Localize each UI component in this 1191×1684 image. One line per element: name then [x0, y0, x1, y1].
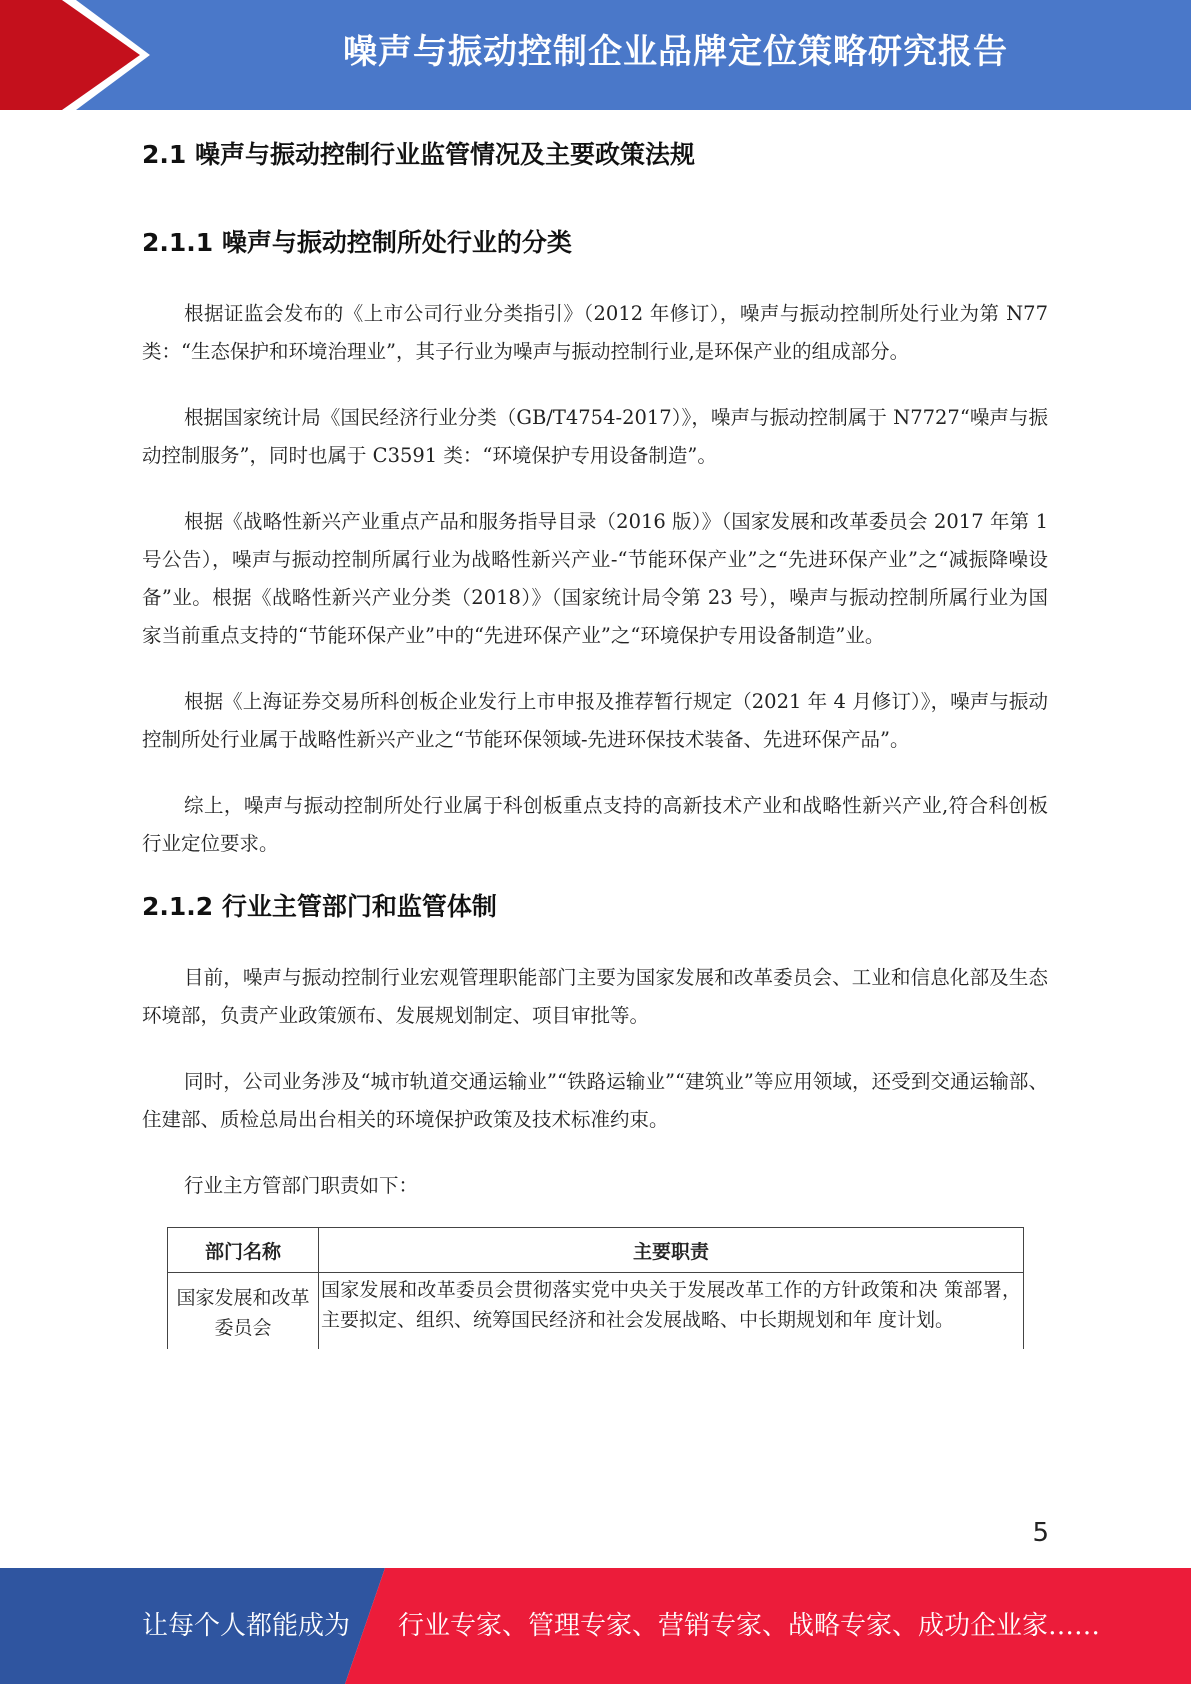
duty-description-cell: 国家发展和改革委员会贯彻落实党中央关于发展改革工作的方针政策和决 策部署，主要拟定、组织、统筹国民经济和社会发展战略、中长期规划和年 度计划。 — [319, 1273, 1024, 1350]
paragraph: 目前，噪声与振动控制行业宏观管理职能部门主要为国家发展和改革委员会、工业和信息化部及生态环境部，负责产业政策颁布、发展规划制定、项目审批等。 — [142, 966, 1048, 1027]
paragraph: 根据证监会发布的《上市公司行业分类指引》（2012 年修订），噪声与振动控制所处行业为第 N77 类：“生态保护和环境治理业”，其子行业为噪声与振动控制行业,是环保产业的组成部分。 — [142, 302, 1048, 363]
department-name-cell: 国家发展和改革委员会 — [168, 1273, 319, 1350]
page-number: 5 — [1032, 1518, 1049, 1548]
paragraph: 根据国家统计局《国民经济行业分类（GB/T4754-2017）》，噪声与振动控制属于 N7727“噪声与振动控制服务”，同时也属于 C3591 类：“环境保护专用设备制造”。 — [142, 406, 1048, 467]
paragraph: 根据《上海证券交易所科创板企业发行上市申报及推荐暂行规定（2021 年 4 月修订）》，噪声与振动控制所处行业属于战略性新兴产业之“节能环保领域-先进环保技术装备、先进环保产品”。 — [142, 690, 1048, 751]
section-2-1-2-heading: 2.1.2 行业主管部门和监管体制 — [142, 892, 497, 921]
column-header-duty: 主要职责 — [319, 1228, 1024, 1273]
header-banner — [0, 0, 1191, 110]
section-2-1-heading: 2.1 噪声与振动控制行业监管情况及主要政策法规 — [142, 140, 695, 169]
column-header-department: 部门名称 — [168, 1228, 319, 1273]
report-title: 噪声与振动控制企业品牌定位策略研究报告 — [343, 32, 1008, 72]
page-content — [142, 125, 1048, 1349]
department-duty-table — [167, 1227, 1024, 1349]
footer-slogan-left: 让每个人都能成为 — [142, 1611, 351, 1641]
paragraph: 综上，噪声与振动控制所处行业属于科创板重点支持的高新技术产业和战略性新兴产业,符合科创板行业定位要求。 — [142, 794, 1048, 855]
footer-slogan-right: 行业专家、管理专家、营销专家、战略专家、成功企业家…… — [398, 1611, 1101, 1641]
paragraph: 根据《战略性新兴产业重点产品和服务指导目录（2016 版）》（国家发展和改革委员会 2017 年第 1 号公告），噪声与振动控制所属行业为战略性新兴产业-“节能环保产业”之“先进环保产业”之“减振降噪设备”业。根据《战略性新兴产业分类（2018）》（国家统计局令第 23 号），噪声与振动控制所属行业为国家当前重点支持的“节能环保产业”中的“先进环保产业”之“环境保护专用设备制造”业。 — [142, 510, 1048, 647]
table-row — [168, 1273, 1024, 1350]
footer-banner — [0, 1568, 1191, 1684]
header-red-chevron — [0, 0, 150, 110]
paragraph: 同时，公司业务涉及“城市轨道交通运输业”“铁路运输业”“建筑业”等应用领域，还受到交通运输部、住建部、质检总局出台相关的环境保护政策及技术标准约束。 — [142, 1070, 1048, 1131]
paragraph: 行业主方管部门职责如下： — [184, 1174, 419, 1197]
table-header-row — [168, 1228, 1024, 1273]
section-2-1-1-heading: 2.1.1 噪声与振动控制所处行业的分类 — [142, 228, 572, 257]
